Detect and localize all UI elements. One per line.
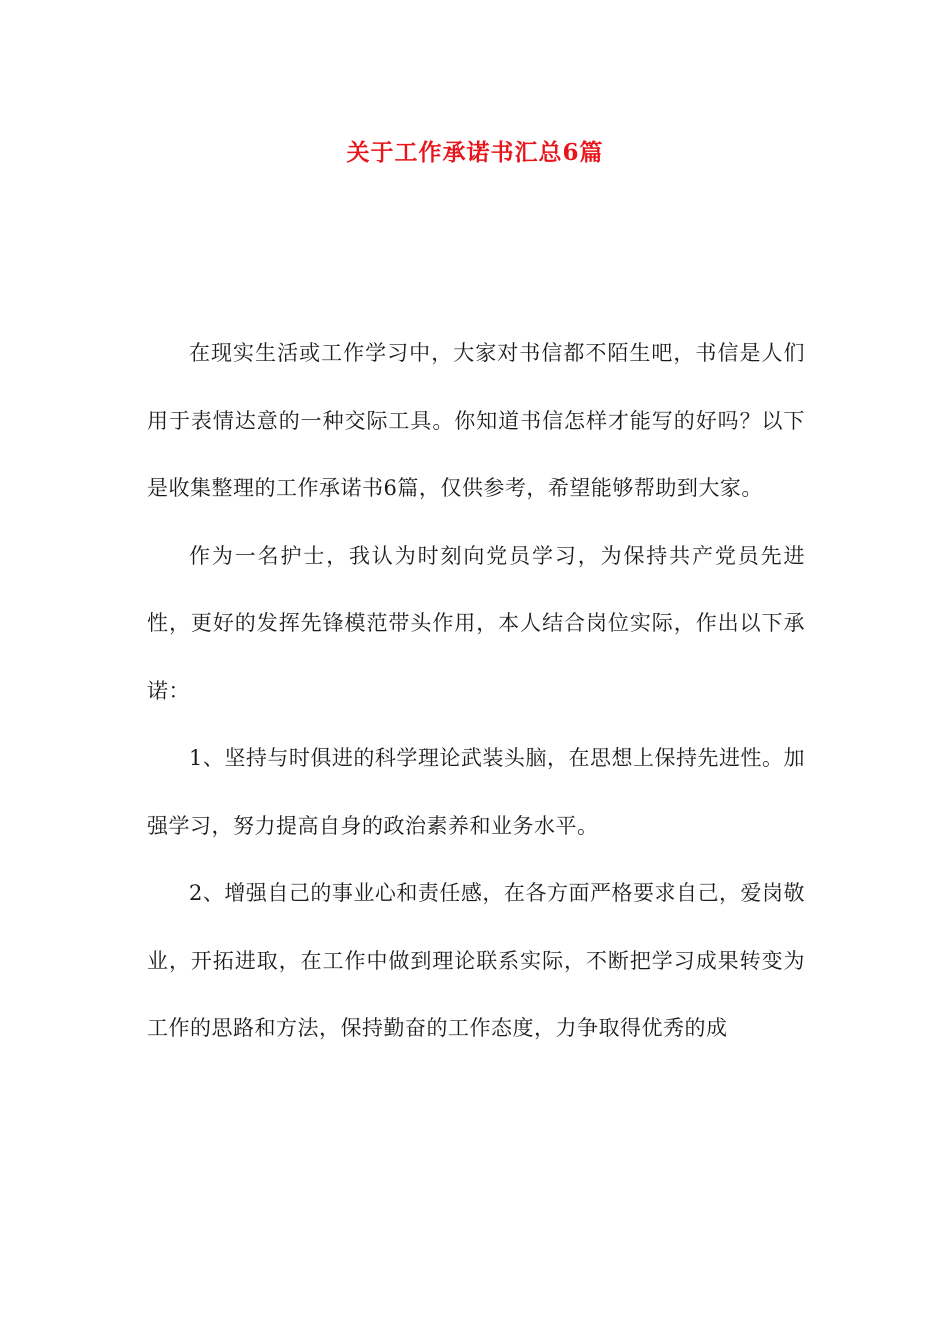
paragraph-intro: 在现实生活或工作学习中，大家对书信都不陌生吧，书信是人们用于表情达意的一种交际工具。你知道书信怎样才能写的好吗？以下是收集整理的工作承诺书6篇，仅供参考，希望能够帮助到大家。 bbox=[147, 341, 805, 500]
paragraph-item-1: 1、坚持与时俱进的科学理论武装头脑，在思想上保持先进性。加强学习，努力提高自身的政治素养和业务水平。 bbox=[147, 746, 805, 838]
document-title: 关于工作承诺书汇总6篇 bbox=[346, 139, 604, 166]
paragraph-item-2: 2、增强自己的事业心和责任感，在各方面严格要求自己，爱岗敬业，开拓进取，在工作中做到理论联系实际，不断把学习成果转变为工作的思路和方法，保持勤奋的工作态度，力争取得优秀的成 bbox=[147, 881, 805, 1040]
paragraph-pledge-intro: 作为一名护士，我认为时刻向党员学习，为保持共产党员先进性，更好的发挥先锋模范带头作用，本人结合岗位实际，作出以下承诺： bbox=[147, 543, 805, 703]
document-body bbox=[147, 320, 805, 1063]
